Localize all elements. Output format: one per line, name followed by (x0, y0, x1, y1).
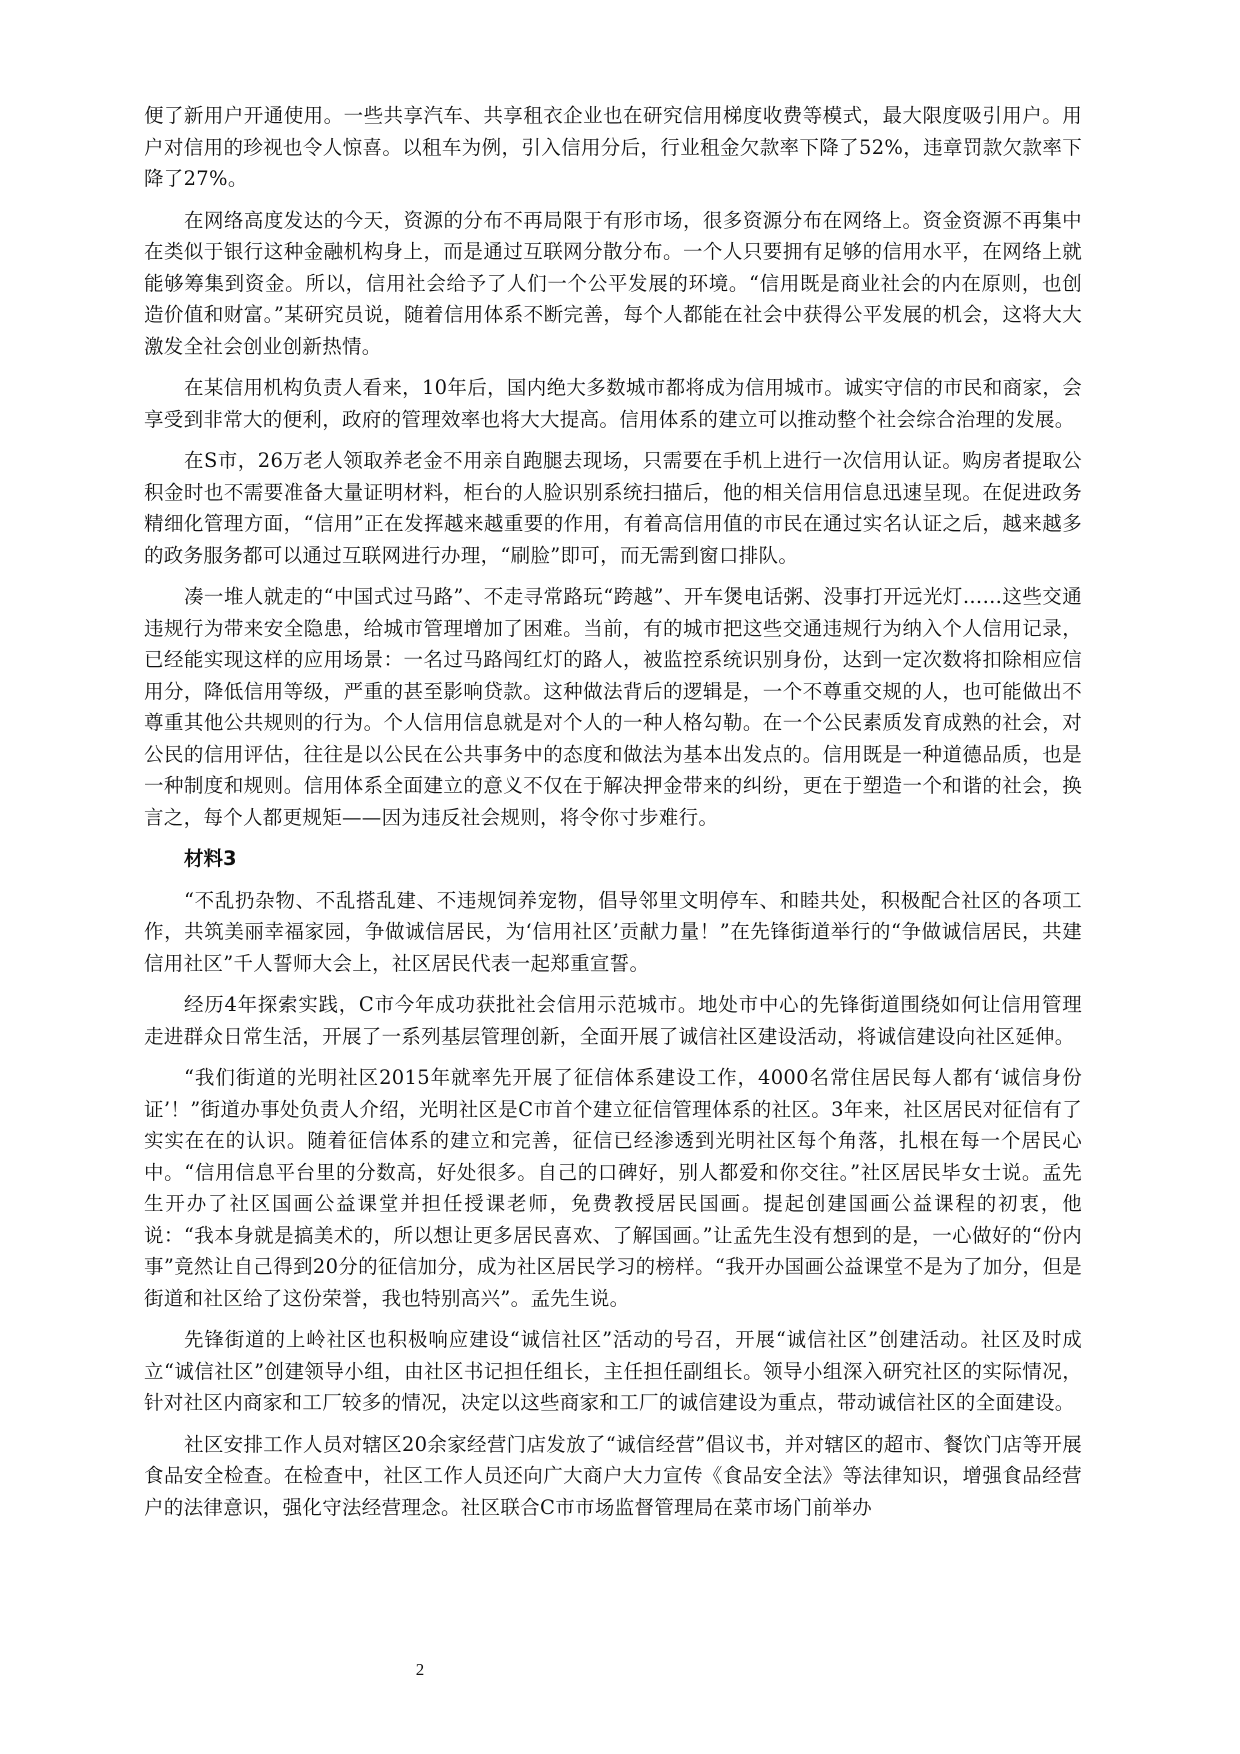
paragraph: 凑一堆人就走的“中国式过马路”、不走寻常路玩“跨越”、开车煲电话粥、没事打开远光灯……这些交通违规行为带来安全隐患，给城市管理增加了困难。当前，有的城市把这些交通违规行为纳入个人信用记录，已经能实现这样的应用场景：一名过马路闯红灯的路人，被监控系统识别身份，达到一定次数将扣除相应信用分，降低信用等级，严重的甚至影响贷款。这种做法背后的逻辑是，一个不尊重交规的人，也可能做出不尊重其他公共规则的行为。个人信用信息就是对个人的一种人格勾勒。在一个公民素质发育成熟的社会，对公民的信用评估，往往是以公民在公共事务中的态度和做法为基本出发点的。信用既是一种道德品质，也是一种制度和规则。信用体系全面建立的意义不仅在于解决押金带来的纠纷，更在于塑造一个和谐的社会，换言之，每个人都更规矩——因为违反社会规则，将令你寸步难行。 (144, 585, 1082, 829)
paragraph: 经历4年探索实践，C市今年成功获批社会信用示范城市。地处市中心的先锋街道围绕如何让信用管理走进群众日常生活，开展了一系列基层管理创新，全面开展了诚信社区建设活动，将诚信建设向社区延伸。 (144, 993, 1082, 1048)
paragraph: “我们街道的光明社区2015年就率先开展了征信体系建设工作，4000名常住居民每人都有‘诚信身份证’！”街道办事处负责人介绍，光明社区是C市首个建立征信管理体系的社区。3年来，社区居民对征信有了实实在在的认识。随着征信体系的建立和完善，征信已经渗透到光明社区每个角落，扎根在每一个居民心中。“信用信息平台里的分数高，好处很多。自己的口碑好，别人都爱和你交往。”社区居民毕女士说。孟先生开办了社区国画公益课堂并担任授课老师，免费教授居民国画。提起创建国画公益课程的初衷，他说：“我本身就是搞美术的，所以想让更多居民喜欢、了解国画。”让孟先生没有想到的是，一心做好的“份内事”竟然让自己得到20分的征信加分，成为社区居民学习的榜样。“我开办国画公益课堂不是为了加分，但是街道和社区给了这份荣誉，我也特别高兴”。孟先生说。 (144, 1066, 1082, 1310)
paragraph: “不乱扔杂物、不乱搭乱建、不违规饲养宠物，倡导邻里文明停车、和睦共处，积极配合社区的各项工作，共筑美丽幸福家园，争做诚信居民，为‘信用社区’贡献力量！”在先锋街道举行的“争做诚信居民，共建信用社区”千人誓师大会上，社区居民代表一起郑重宣誓。 (144, 888, 1082, 975)
section-heading: 材料3 (184, 847, 237, 870)
document-body (144, 100, 1082, 1533)
paragraph: 先锋街道的上岭社区也积极响应建设“诚信社区”活动的号召，开展“诚信社区”创建活动。社区及时成立“诚信社区”创建领导小组，由社区书记担任组长，主任担任副组长。领导小组深入研究社区的实际情况，针对社区内商家和工厂较多的情况，决定以这些商家和工厂的诚信建设为重点，带动诚信社区的全面建设。 (144, 1328, 1082, 1414)
paragraph: 社区安排工作人员对辖区20余家经营门店发放了“诚信经营”倡议书，并对辖区的超市、餐饮门店等开展食品安全检查。在检查中，社区工作人员还向广大商户大力宣传《食品安全法》等法律知识，增强食品经营户的法律意识，强化守法经营理念。社区联合C市市场监督管理局在菜市场门前举办 (144, 1432, 1082, 1519)
paragraph: 在网络高度发达的今天，资源的分布不再局限于有形市场，很多资源分布在网络上。资金资源不再集中在类似于银行这种金融机构身上，而是通过互联网分散分布。一个人只要拥有足够的信用水平，在网络上就能够筹集到资金。所以，信用社会给予了人们一个公平发展的环境。“信用既是商业社会的内在原则，也创造价值和财富。”某研究员说，随着信用体系不断完善，每个人都能在社会中获得公平发展的机会，这将大大激发全社会创业创新热情。 (144, 208, 1082, 358)
page-number: 2 (415, 1660, 425, 1679)
paragraph: 在某信用机构负责人看来，10年后，国内绝大多数城市都将成为信用城市。诚实守信的市民和商家，会享受到非常大的便利，政府的管理效率也将大大提高。信用体系的建立可以推动整个社会综合治理的发展。 (144, 376, 1082, 431)
paragraph: 便了新用户开通使用。一些共享汽车、共享租衣企业也在研究信用梯度收费等模式，最大限度吸引用户。用户对信用的珍视也令人惊喜。以租车为例，引入信用分后，行业租金欠款率下降了52%，违章罚款欠款率下降了27%。 (144, 104, 1082, 190)
paragraph: 在S市，26万老人领取养老金不用亲自跑腿去现场，只需要在手机上进行一次信用认证。购房者提取公积金时也不需要准备大量证明材料，柜台的人脸识别系统扫描后，他的相关信用信息迅速呈现。在促进政务精细化管理方面，“信用”正在发挥越来越重要的作用，有着高信用值的市民在通过实名认证之后，越来越多的政务服务都可以通过互联网进行办理，“刷脸”即可，而无需到窗口排队。 (144, 449, 1082, 567)
